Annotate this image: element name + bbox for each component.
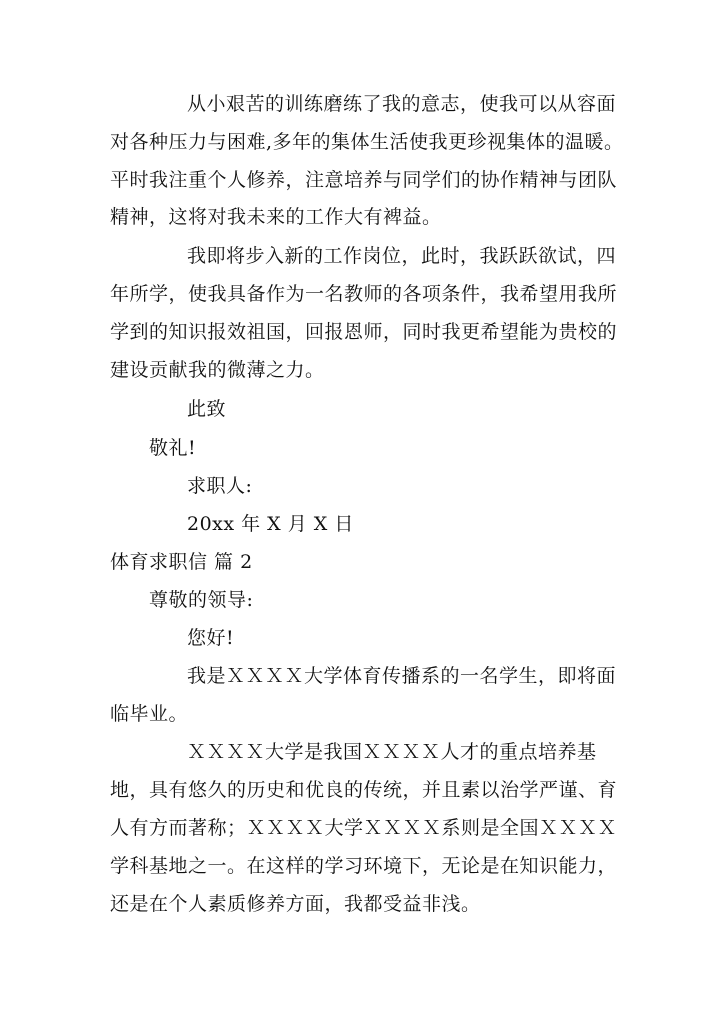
paragraph-line: 临毕业。 xyxy=(110,703,189,725)
paragraph-line: 从小艰苦的训练磨练了我的意志，使我可以从容面 xyxy=(187,93,617,115)
paragraph-line: 精神，这将对我未来的工作大有裨益。 xyxy=(110,206,442,228)
paragraph-line: 还是在个人素质修养方面，我都受益非浅。 xyxy=(110,893,481,915)
paragraph-line: 地，具有悠久的历史和优良的传统，并且素以治学严谨、育 xyxy=(110,779,618,801)
paragraph-line: 我即将步入新的工作岗位，此时，我跃跃欲试，四 xyxy=(187,245,617,267)
greeting: 您好! xyxy=(187,627,235,649)
paragraph-line: 建设贡献我的微薄之力。 xyxy=(110,359,325,381)
paragraph-line: 对各种压力与困难,多年的集体生活使我更珍视集体的温暖。 xyxy=(110,131,624,153)
paragraph-line: 我是ＸＸＸＸ大学体育传播系的一名学生，即将面 xyxy=(187,665,617,687)
paragraph-line: 年所学，使我具备作为一名教师的各项条件，我希望用我所 xyxy=(110,283,618,305)
paragraph-line: 学到的知识报效祖国，回报恩师，同时我更希望能为贵校的 xyxy=(110,321,618,343)
closing-salutation: 此致 xyxy=(187,398,227,420)
section-title: 体育求职信 篇 2 xyxy=(110,551,253,573)
greeting-recipient: 尊敬的领导: xyxy=(149,589,254,611)
paragraph-line: ＸＸＸＸ大学是我国ＸＸＸＸ人才的重点培养基 xyxy=(187,741,597,763)
paragraph-line: 人有方而著称；ＸＸＸＸ大学ＸＸＸＸ系则是全国ＸＸＸＸ xyxy=(110,817,618,839)
applicant-label: 求职人: xyxy=(187,475,253,497)
paragraph-line: 平时我注重个人修养，注意培养与同学们的协作精神与团队 xyxy=(110,169,618,191)
closing-regards: 敬礼! xyxy=(149,437,197,459)
letter-date: 20xx 年 X 月 X 日 xyxy=(187,513,354,535)
paragraph-line: 学科基地之一。在这样的学习环境下，无论是在知识能力， xyxy=(110,855,618,877)
